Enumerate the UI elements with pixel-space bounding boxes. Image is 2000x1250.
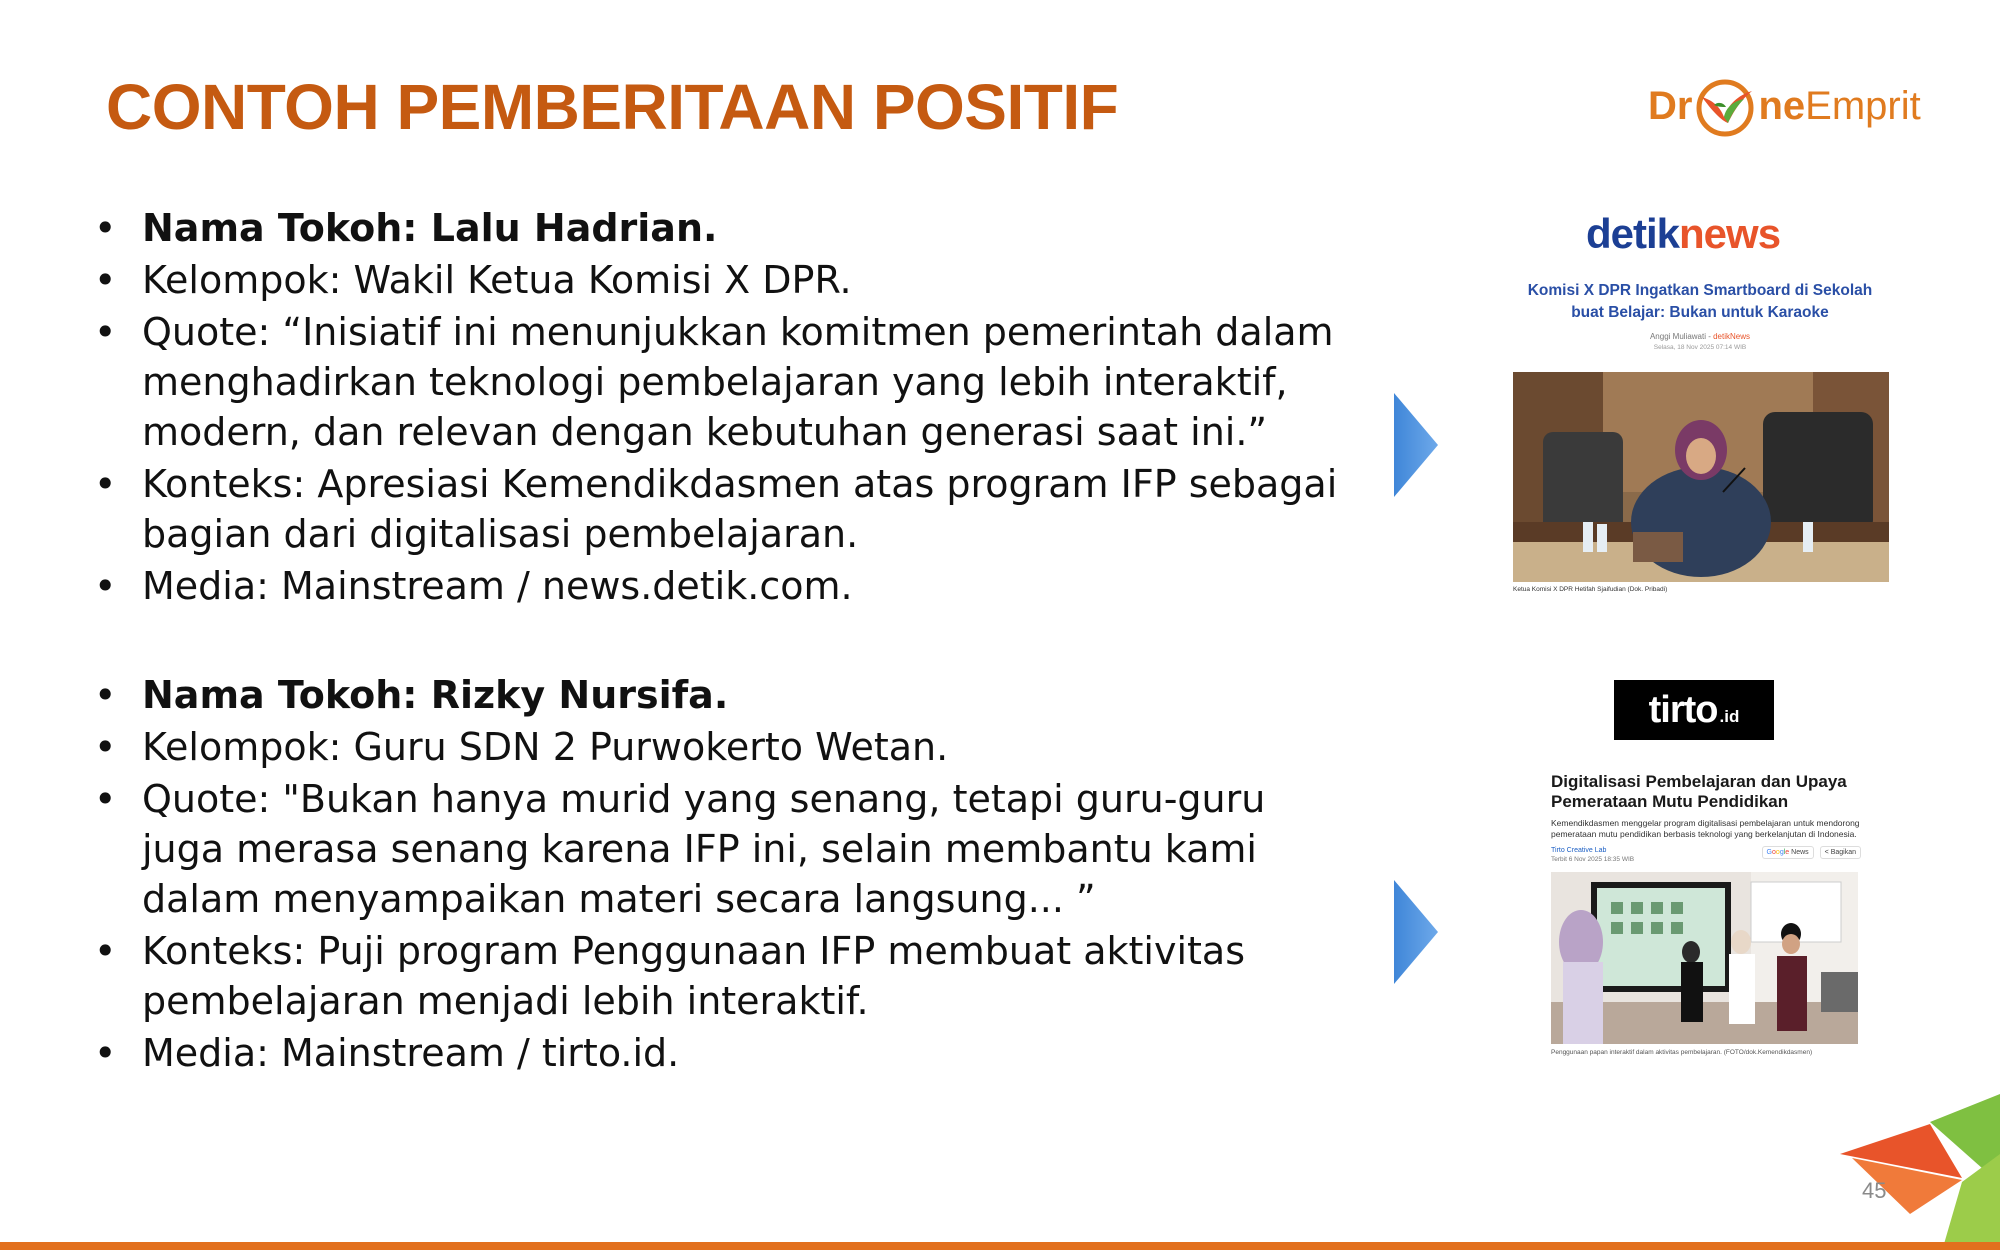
arrow-icon — [1394, 880, 1438, 984]
bullet-media: Media: Mainstream / news.detik.com. — [142, 564, 853, 608]
arrow-icon — [1394, 393, 1438, 497]
bullet-quote: Quote: “Inisiatif ini menunjukkan komitmen pemerintah dalam menghadirkan teknologi pembelajaran yang lebih interaktif, modern, dan relevan dengan kebutuhan generasi saat ini.” — [142, 310, 1334, 454]
bullet-name: Nama Tokoh: Rizky Nursifa. — [142, 673, 729, 717]
drone-emprit-logo — [1648, 70, 1921, 142]
bullet-list-lalu-hadrian — [90, 203, 1350, 613]
bullet-item: • Kelompok: Wakil Ketua Komisi X DPR. — [90, 255, 1350, 305]
bullet-quote: Quote: "Bukan hanya murid yang senang, tetapi guru-guru juga merasa senang karena IFP ini, selain membantu kami dalam menyampaikan materi secara langsung... ” — [142, 777, 1266, 921]
article-date: Terbit 6 Nov 2025 18:35 WIB — [1551, 856, 1635, 863]
bullet-list-rizky-nursifa — [90, 670, 1350, 1080]
article-lede: Kemendikdasmen menggelar program digitalisasi pembelajaran untuk mendorong pemerataan mutu pendidikan berbasis teknologi yang berkelanjutan di Indonesia. — [1551, 818, 1860, 839]
article-caption: Penggunaan papan interaktif dalam aktivitas pembelajaran. (FOTO/dok.Kemendikdasmen) — [1551, 1049, 1813, 1056]
bullet-item: • Quote: "Bukan hanya murid yang senang, tetapi guru-guru juga merasa senang karena IFP ini, selain membantu kami dalam menyampaikan materi secara langsung... ” — [90, 774, 1350, 924]
bullet-item: • Konteks: Puji program Penggunaan IFP membuat aktivitas pembelajaran menjadi lebih interaktif. — [90, 926, 1350, 1026]
share-button: < Bagikan — [1820, 846, 1861, 859]
tirto-article-screenshot — [1551, 772, 1861, 1056]
article-source: Tirto Creative Lab — [1551, 847, 1607, 854]
bullet-item: • Kelompok: Guru SDN 2 Purwokerto Wetan. — [90, 722, 1350, 772]
logo-text-3: Emprit — [1805, 83, 1921, 128]
bullet-context: Konteks: Apresiasi Kemendikdasmen atas program IFP sebagai bagian dari digitalisasi pembelajaran. — [142, 462, 1338, 556]
logo-text-1: Dr — [1648, 83, 1693, 128]
page-number: 45 — [1862, 1178, 1887, 1203]
article-byline: Anggi Muliawati - detikNews — [1649, 332, 1751, 341]
bullet-context: Konteks: Puji program Penggunaan IFP membuat aktivitas pembelajaran menjadi lebih interaktif. — [142, 929, 1246, 1023]
bullet-media: Media: Mainstream / tirto.id. — [142, 1031, 680, 1075]
tirto-logo: tirto .id — [1614, 680, 1774, 740]
slide-title: CONTOH PEMBERITAAN POSITIF — [106, 71, 1119, 143]
bullet-group: Kelompok: Guru SDN 2 Purwokerto Wetan. — [142, 725, 949, 769]
bullet-item: • Media: Mainstream / news.detik.com. — [90, 561, 1350, 611]
article-caption: Ketua Komisi X DPR Hetifah Sjaifudian (Dok. Pribadi) — [1513, 586, 1668, 593]
bullet-item: • Quote: “Inisiatif ini menunjukkan komitmen pemerintah dalam menghadirkan teknologi pembelajaran yang lebih interaktif, modern, dan relevan dengan kebutuhan generasi saat ini.” — [90, 307, 1350, 457]
bullet-item: • Nama Tokoh: Rizky Nursifa. — [90, 670, 1350, 720]
detiknews-logo: detiknews — [1586, 210, 1781, 257]
bottom-accent-bar — [0, 1242, 2000, 1250]
bullet-item: • Media: Mainstream / tirto.id. — [90, 1028, 1350, 1078]
bullet-group: Kelompok: Wakil Ketua Komisi X DPR. — [142, 258, 852, 302]
article-date: Selasa, 18 Nov 2025 07:14 WIB — [1653, 344, 1747, 351]
bullet-name: Nama Tokoh: Lalu Hadrian. — [142, 206, 718, 250]
bullet-item: • Nama Tokoh: Lalu Hadrian. — [90, 203, 1350, 253]
bird-logo-icon — [1694, 77, 1756, 139]
detik-article-screenshot — [1510, 280, 1890, 593]
article-photo — [1551, 872, 1858, 1044]
article-headline: Digitalisasi Pembelajaran dan Upaya Pemerataan Mutu Pendidikan — [1551, 772, 1847, 811]
corner-decoration-icon — [1800, 1044, 2000, 1244]
article-photo — [1513, 372, 1889, 582]
logo-text-2: ne — [1758, 83, 1806, 128]
article-meta-row — [1551, 846, 1861, 864]
google-news-button: Google News — [1762, 846, 1814, 859]
bullet-item: • Konteks: Apresiasi Kemendikdasmen atas program IFP sebagai bagian dari digitalisasi pembelajaran. — [90, 459, 1350, 559]
article-headline: Komisi X DPR Ingatkan Smartboard di Sekolah buat Belajar: Bukan untuk Karaoke — [1527, 282, 1873, 321]
